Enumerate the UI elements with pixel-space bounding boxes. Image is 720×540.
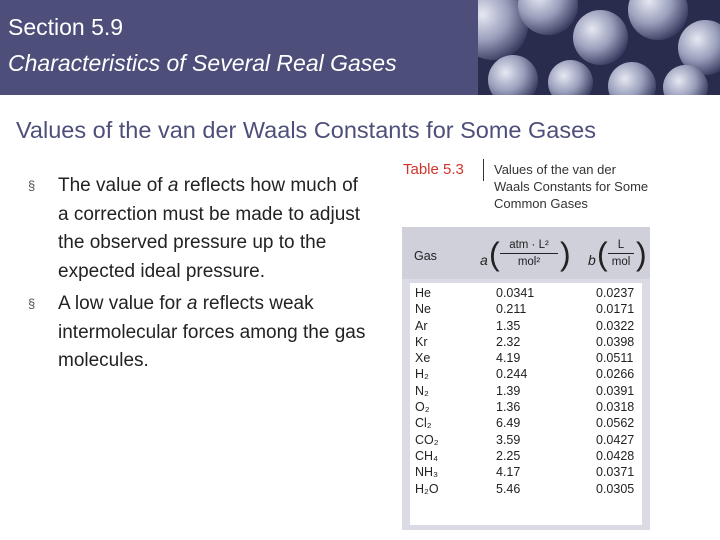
table-row: NH₃ 4.17 0.0371	[415, 465, 635, 480]
bullet-text: A low value for a reflects weak intermolecular forces among the gas molecules.	[58, 293, 366, 371]
table-panel	[402, 227, 650, 530]
table-row: CO₂ 3.59 0.0427	[415, 432, 635, 447]
bullet-item	[28, 172, 373, 286]
table-row: Ar 1.35 0.0322	[415, 318, 635, 333]
table-row: CH₄ 2.25 0.0428	[415, 448, 635, 463]
section-number: Section 5.9	[8, 14, 124, 40]
table-row: H₂O 5.46 0.0305	[415, 481, 635, 496]
table-body	[410, 283, 642, 525]
table-row: O₂ 1.36 0.0318	[415, 400, 635, 415]
table-row: Ne 0.211 0.0171	[415, 302, 635, 317]
bullet-marker-icon: §	[28, 178, 36, 193]
table-row: He 0.0341 0.0237	[415, 286, 635, 300]
table-row: Xe 4.19 0.0511	[415, 351, 634, 366]
table-row: N₂ 1.39 0.0391	[415, 383, 635, 398]
table-row: Cl₂ 6.49 0.0562	[415, 416, 635, 431]
section-title: Characteristics of Several Real Gases	[8, 50, 397, 76]
table-divider	[483, 159, 484, 181]
bullet-marker-icon: §	[28, 296, 36, 311]
header-decoration-image	[478, 0, 720, 95]
table-row: Kr 2.32 0.0398	[415, 334, 635, 349]
bullet-list	[28, 172, 373, 380]
bullet-text: The value of a reflects how much of a correction must be made to adjust the observed pressure up to the expected ideal pressure.	[58, 175, 361, 282]
van-der-waals-table	[400, 155, 680, 535]
header-bar	[0, 0, 478, 95]
bullet-item	[28, 290, 373, 376]
column-header-gas: Gas	[414, 249, 437, 263]
table-number: Table 5.3	[403, 161, 464, 178]
table-caption: Values of the van der Waals Constants for Some Common Gases	[494, 162, 649, 211]
table-row: H₂ 0.244 0.0266	[415, 367, 635, 382]
table-header-row: Gas a ( atm · L² mol² ) b ( L mol )	[402, 227, 650, 279]
slide-heading: Values of the van der Waals Constants for Some Gases	[16, 117, 596, 143]
